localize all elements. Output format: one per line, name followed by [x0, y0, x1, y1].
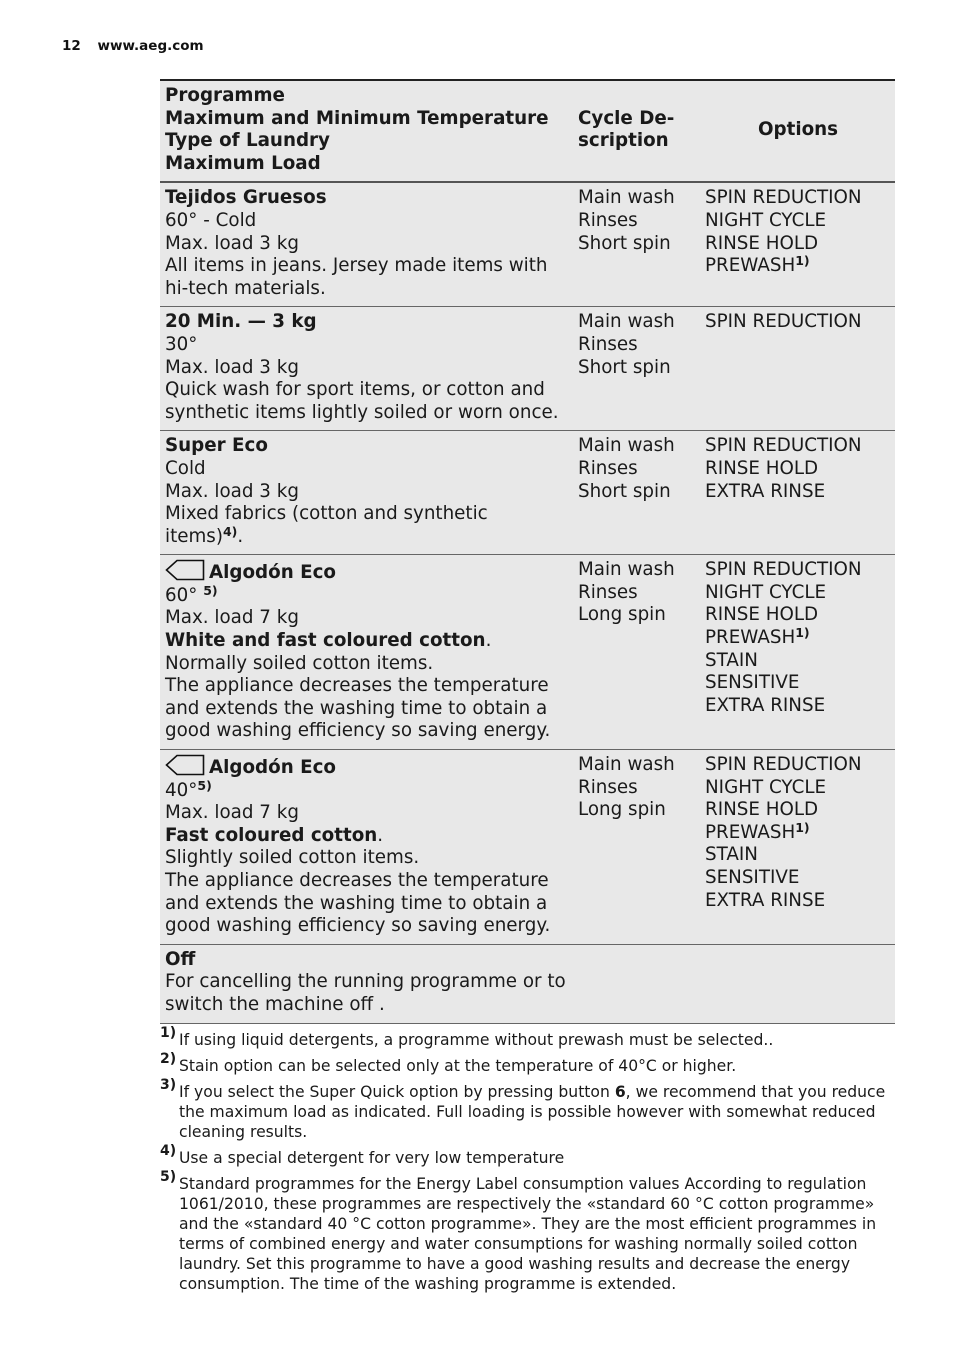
footnote-ref: 5)	[197, 777, 212, 793]
header-options: Options	[700, 80, 895, 182]
programme-title: Off	[165, 948, 196, 970]
footnotes	[160, 1025, 900, 1300]
programme-title: 20 Min. — 3 kg	[165, 311, 317, 333]
options-cell: SPIN REDUCTION NIGHT CYCLE RINSE HOLD PREWASH$^{1)}$ STAIN SENSITIVE EXTRA RINSE	[700, 750, 895, 945]
footnote: 5) Standard programmes for the Energy Label consumption values According to regulation 1061/2010, these programmes are respectively the «standard 60 °C cotton programme» and the «standard 40 °C cotton programme». They are the most efficient programmes in terms of combined energy and water consumptions for washing normally soiled cotton laundry. Set this programme to have a good washing results and decrease the energy consumption. The time of the washing programme is extended.	[160, 1169, 877, 1293]
table-row	[160, 431, 895, 555]
programme-title: Algodón Eco	[209, 757, 336, 779]
footnote-ref: 1)	[795, 625, 810, 641]
site-url: www.aeg.com	[97, 38, 204, 54]
cycle-cell: Main wash Rinses Long spin	[573, 750, 700, 945]
programme-title: Tejidos Gruesos	[165, 187, 327, 209]
energy-label-icon	[165, 754, 205, 776]
programme-cell: Tejidos Gruesos 60° - Cold Max. load 3 kg All items in jeans. Jersey made items with hi-tech materials.	[160, 182, 573, 306]
options-cell	[700, 944, 895, 1023]
programme-table	[160, 79, 895, 1024]
footnote-ref: 1)	[795, 253, 810, 269]
programme-cell: Algodón Eco 40°$^{5)}$ Max. load 7 kg Fast coloured cotton. Slightly soiled cotton items. The appliance decreases the temperature and extends the washing time to obtain a good washing efficiency so saving energy.	[160, 750, 573, 945]
options-cell: SPIN REDUCTION RINSE HOLD EXTRA RINSE	[700, 431, 895, 555]
cycle-cell: Main wash Rinses Long spin	[573, 555, 700, 750]
programme-cell: 20 Min. — 3 kg 30° Max. load 3 kg Quick wash for sport items, or cotton and synthetic items lightly soiled or worn once.	[160, 307, 573, 431]
header-cycle-description: Cycle De- scription	[573, 80, 700, 182]
cycle-cell: Main wash Rinses Short spin	[573, 431, 700, 555]
footnote-ref: 1)	[795, 819, 810, 835]
options-cell: SPIN REDUCTION	[700, 307, 895, 431]
table-row	[160, 750, 895, 945]
header-programme: Programme Maximum and Minimum Temperature Type of Laundry Maximum Load	[160, 80, 573, 182]
table-row	[160, 555, 895, 750]
footnote-ref: 4)	[222, 523, 238, 539]
button-number: 6	[614, 1083, 626, 1101]
footnote-mark: 2)	[160, 1051, 177, 1067]
programme-title: Super Eco	[165, 435, 268, 457]
footnote-mark: 1)	[160, 1025, 177, 1041]
footnote: 4) Use a special detergent for very low temperature	[160, 1143, 565, 1167]
cycle-cell	[573, 944, 700, 1023]
page-number: 12	[62, 38, 81, 54]
footnote-ref: 5)	[203, 582, 218, 598]
table-header-row	[160, 80, 895, 182]
table-row	[160, 944, 895, 1023]
footnote: 3) If you select the Super Quick option by pressing button 6, we recommend that you reduce the maximum load as indicated. Full loading is possible however with somewhat reduced cleaning results.	[160, 1077, 886, 1141]
programme-cell: Algodón Eco 60° $^{5)}$ Max. load 7 kg White and fast coloured cotton. Normally soiled cotton items. The appliance decreases the temperature and extends the washing time to obtain a good washing efficiency so saving energy.	[160, 555, 573, 750]
table-row	[160, 307, 895, 431]
footnote-mark: 3)	[160, 1077, 177, 1093]
footnote-mark: 5)	[160, 1169, 177, 1185]
programme-title: Algodón Eco	[209, 562, 336, 584]
table-row	[160, 182, 895, 306]
programme-cell: Off For cancelling the running programme or to switch the machine off .	[160, 944, 573, 1023]
footnote: 1) If using liquid detergents, a programme without prewash must be selected..	[160, 1025, 774, 1049]
page-header	[62, 38, 204, 54]
footnote: 2) Stain option can be selected only at the temperature of 40°C or higher.	[160, 1051, 737, 1075]
options-cell: SPIN REDUCTION NIGHT CYCLE RINSE HOLD PREWASH$^{1)}$	[700, 182, 895, 306]
cycle-cell: Main wash Rinses Short spin	[573, 182, 700, 306]
energy-label-icon	[165, 559, 205, 581]
footnote-mark: 4)	[160, 1143, 177, 1159]
programme-cell: Super Eco Cold Max. load 3 kg Mixed fabrics (cotton and synthetic items)$^{4)}$.	[160, 431, 573, 555]
cycle-cell: Main wash Rinses Short spin	[573, 307, 700, 431]
options-cell: SPIN REDUCTION NIGHT CYCLE RINSE HOLD PREWASH$^{1)}$ STAIN SENSITIVE EXTRA RINSE	[700, 555, 895, 750]
